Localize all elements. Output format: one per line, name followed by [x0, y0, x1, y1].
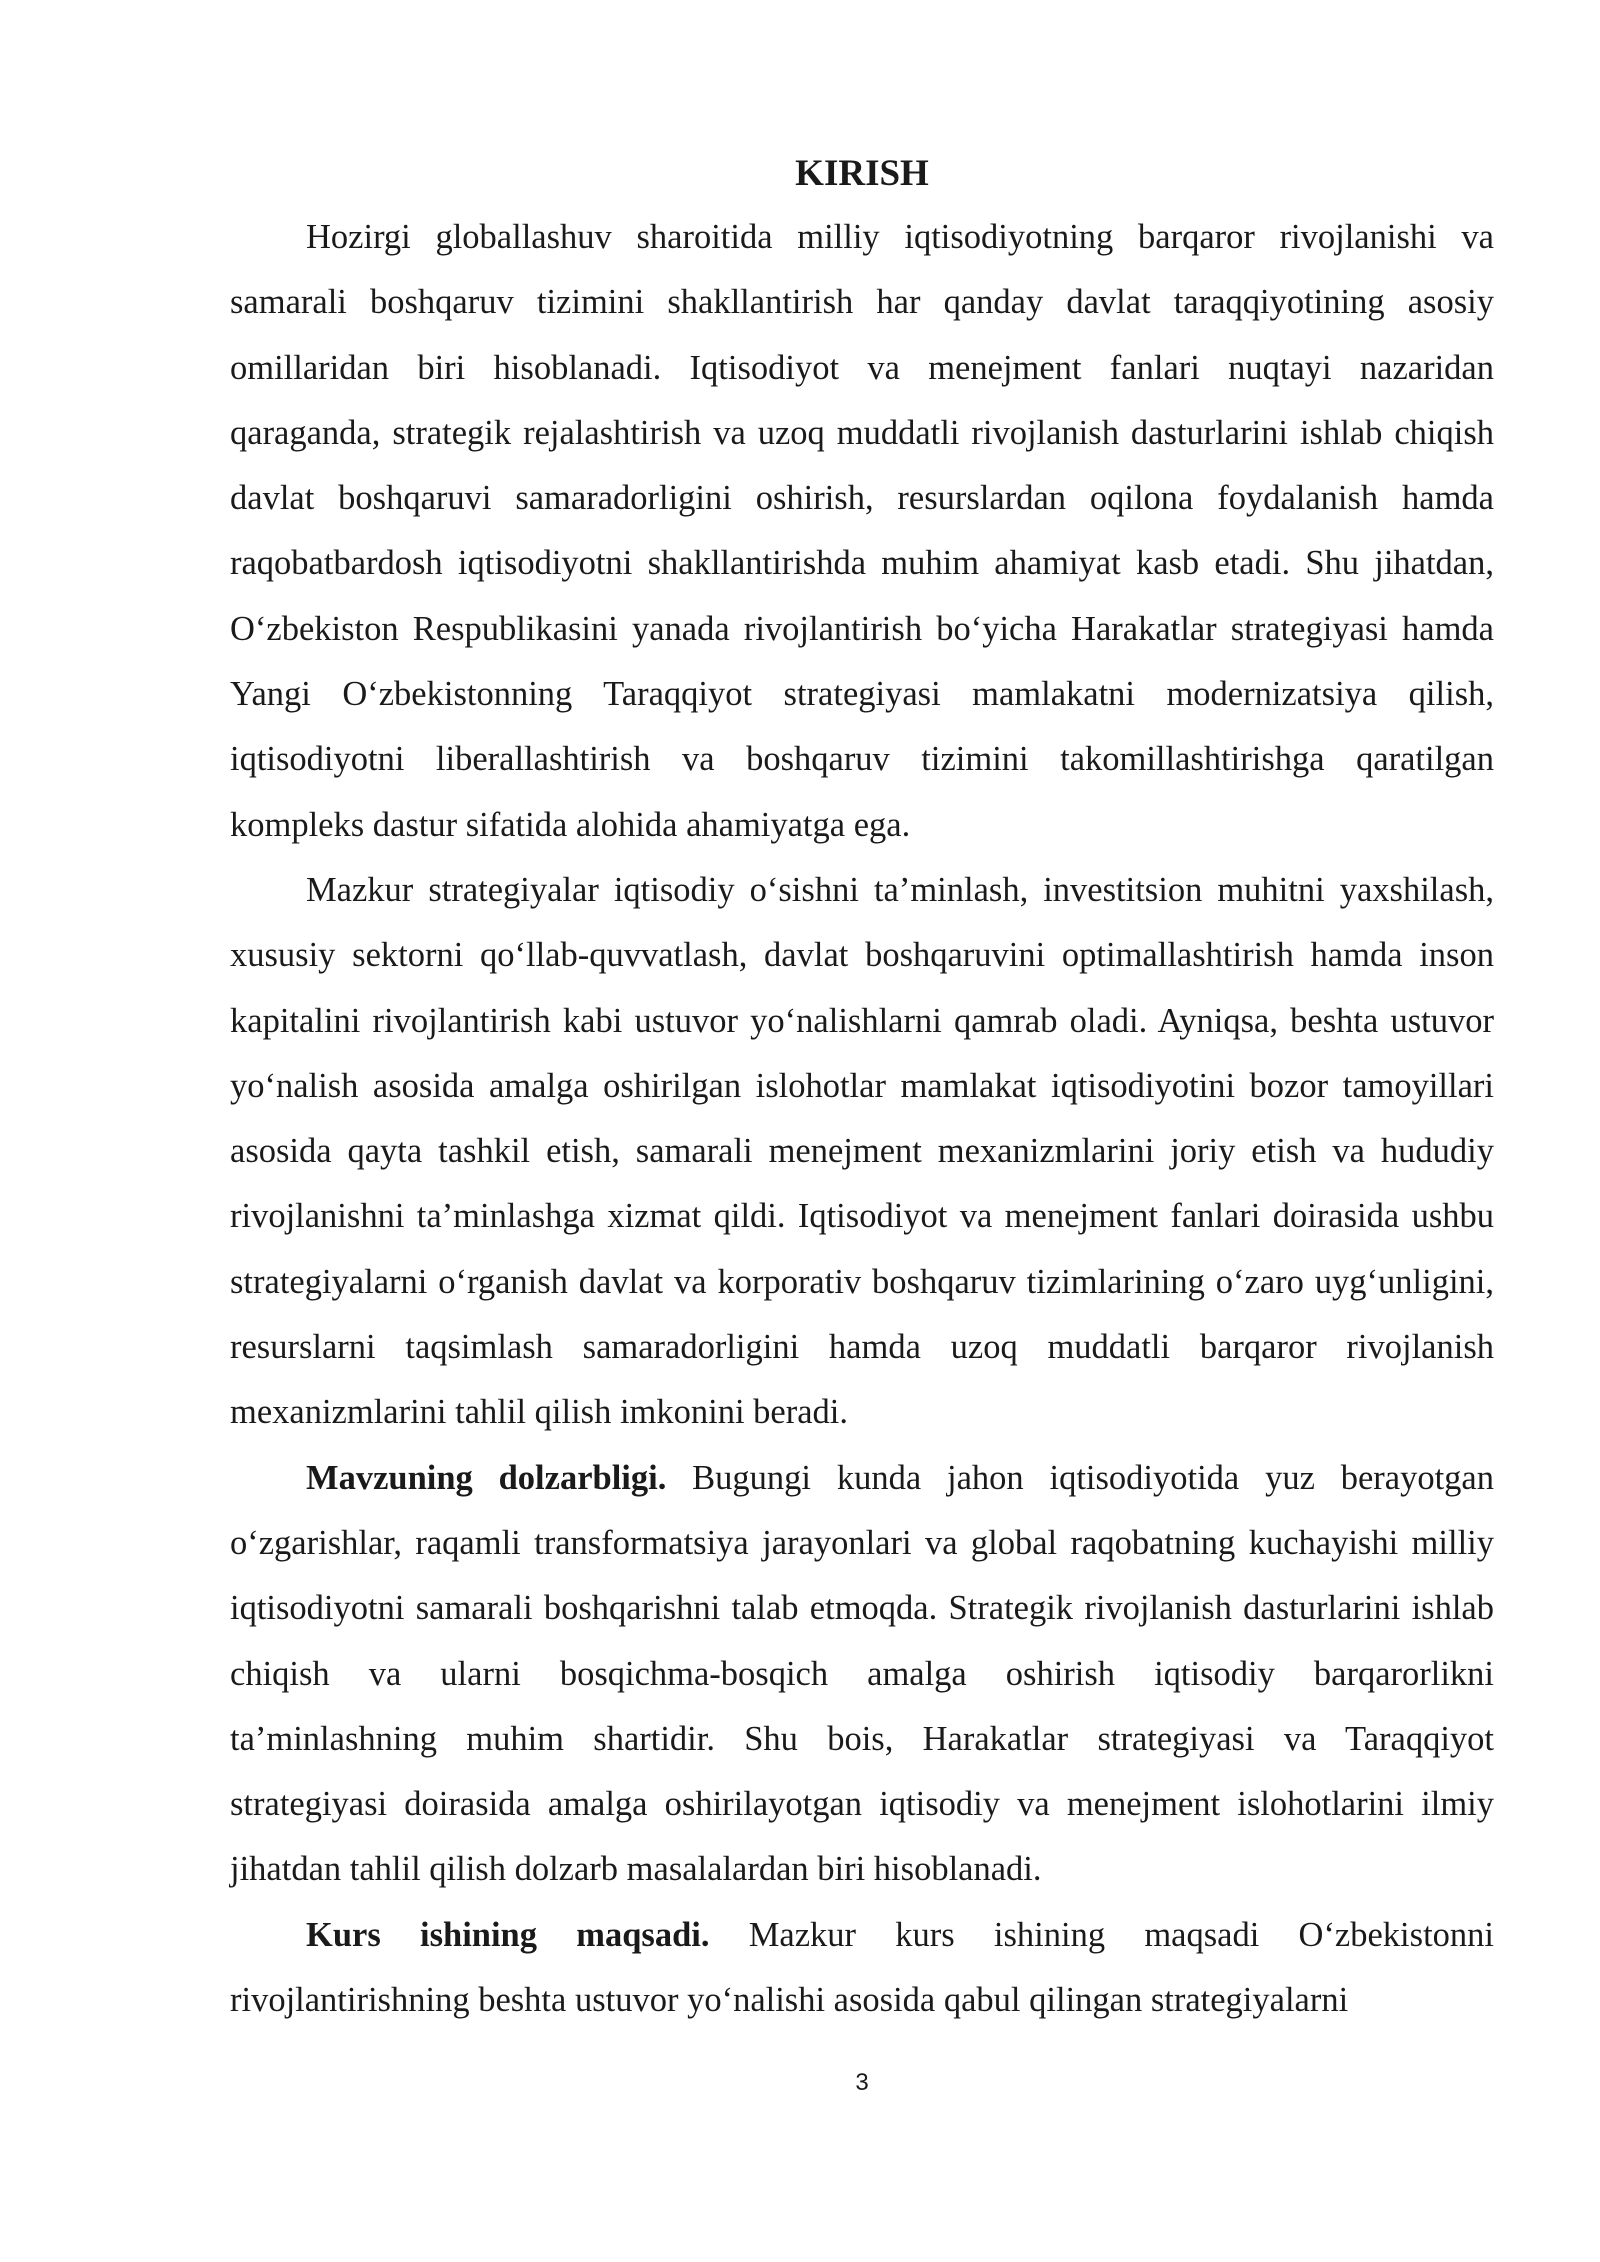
page-content: [230, 145, 1494, 2033]
paragraph-text: Mazkur kurs ishining maqsadi O‘zbekistonni rivojlantirishning beshta ustuvor yo‘nalishi asosida qabul qilingan strategiyalarni: [230, 1915, 1494, 2020]
paragraph-goal: [230, 1903, 1494, 2034]
paragraph-relevance: [230, 1446, 1494, 1903]
paragraph-text: Bugungi kunda jahon iqtisodiyotida yuz berayotgan o‘zgarishlar, raqamli transformatsiya jarayonlari va global raqobatning kuchayishi milliy iqtisodiyotni samarali boshqarishni talab etmoqda. Strategik rivojlanish dasturlarini ishlab chiqish va ularni bosqichma-bosqich amalga oshirish iqtisodiy barqarorlikni ta’minlashning muhim shartidir. Shu bois, Harakatlar strategiyasi va Taraqqiyot strategiyasi doirasida amalga oshirilayotgan iqtisodiy va menejment islohotlarini ilmiy jihatdan tahlil qilish dolzarb masalalardan biri hisoblanadi.: [230, 1458, 1494, 1889]
paragraph-strategies: [230, 858, 1494, 1446]
paragraph-text: Mazkur strategiyalar iqtisodiy o‘sishni ta’minlash, investitsion muhitni yaxshilash, xususiy sektorni qo‘llab-quvvatlash, davlat boshqaruvini optimallashtirish hamda inson kapitalini rivojlantirish kabi ustuvor yo‘nalishlarni qamrab oladi. Ayniqsa, beshta ustuvor yo‘nalish asosida amalga oshirilgan islohotlar mamlakat iqtisodiyotini bozor tamoyillari asosida qayta tashkil etish, samarali menejment mexanizmlarini joriy etish va hududiy rivojlanishni ta’minlashga xizmat qildi. Iqtisodiyot va menejment fanlari doirasida ushbu strategiyalarni o‘rganish davlat va korporativ boshqaruv tizimlarining o‘zaro uyg‘unligini, resurslarni taqsimlash samaradorligini hamda uzoq muddatli barqaror rivojlanish mexanizmlarini tahlil qilish imkonini beradi.: [230, 870, 1494, 1432]
paragraph-lead-goal: Kurs ishining maqsadi.: [306, 1915, 710, 1954]
paragraph-lead-relevance: Mavzuning dolzarbligi.: [306, 1458, 667, 1497]
paragraph-introduction: [230, 205, 1494, 858]
paragraph-text: Hozirgi globallashuv sharoitida milliy iqtisodiyotning barqaror rivojlanishi va samarali boshqaruv tizimini shakllantirish har qanday davlat taraqqiyotining asosiy omillaridan biri hisoblanadi. Iqtisodiyot va menejment fanlari nuqtayi nazaridan qaraganda, strategik rejalashtirish va uzoq muddatli rivojlanish dasturlarini ishlab chiqish davlat boshqaruvi samaradorligini oshirish, resurslardan oqilona foydalanish hamda raqobatbardosh iqtisodiyotni shakllantirishda muhim ahamiyat kasb etadi. Shu jihatdan, O‘zbekiston Respublikasini yanada rivojlantirish bo‘yicha Harakatlar strategiyasi hamda Yangi O‘zbekistonning Taraqqiyot strategiyasi mamlakatni modernizatsiya qilish, iqtisodiyotni liberallashtirish va boshqaruv tizimini takomillashtirishga qaratilgan kompleks dastur sifatida alohida ahamiyatga ega.: [230, 218, 1494, 844]
section-heading: KIRISH: [795, 153, 929, 194]
page-number: 3: [855, 2069, 869, 2096]
